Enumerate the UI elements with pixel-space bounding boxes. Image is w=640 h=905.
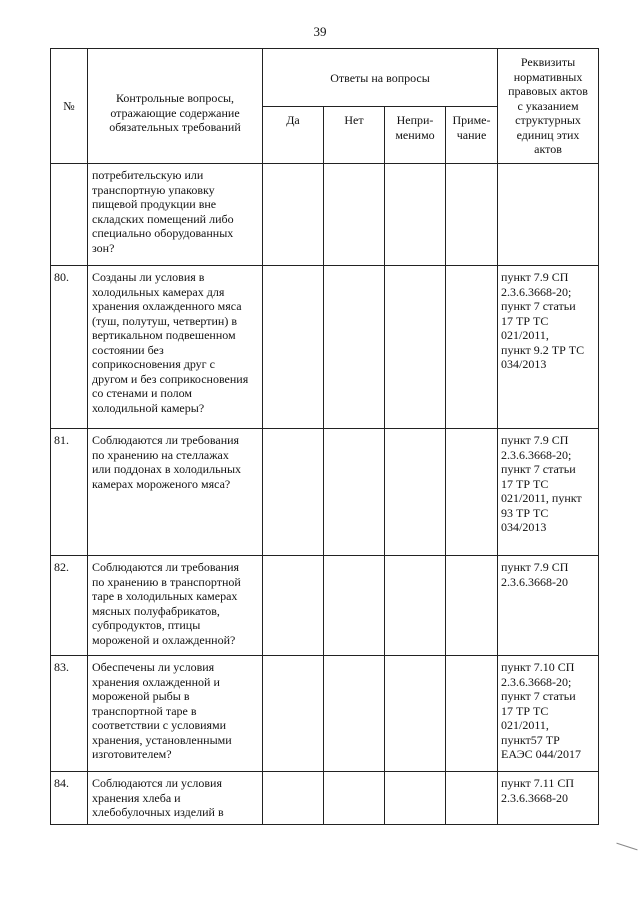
header-not-applicable: Непри- менимо — [385, 107, 446, 164]
answer-not-applicable-cell[interactable] — [385, 556, 446, 656]
header-no: Нет — [324, 107, 385, 164]
answer-note-cell[interactable] — [446, 164, 498, 266]
answer-yes-cell[interactable] — [263, 429, 324, 556]
answer-no-cell[interactable] — [324, 556, 385, 656]
row-question: Обеспечены ли условия хранения охлажденной и мороженой рыбы в транспортной таре в соответствии с условиями хранения, установленными изготовителем? — [88, 656, 263, 772]
answer-note-cell[interactable] — [446, 772, 498, 825]
row-question: Соблюдаются ли требования по хранению в транспортной таре в холодильных камерах мясных полуфабрикатов, субпродуктов, птицы мороженой и охлажденной? — [88, 556, 263, 656]
row-number: 80. — [51, 266, 88, 429]
row-number — [51, 164, 88, 266]
checklist-table — [50, 48, 599, 825]
answer-not-applicable-cell[interactable] — [385, 164, 446, 266]
header-question: Контрольные вопросы, отражающие содержание обязательных требований — [88, 49, 263, 164]
table-row — [51, 556, 599, 656]
row-reference — [498, 164, 599, 266]
scan-mark — [616, 843, 637, 851]
answer-not-applicable-cell[interactable] — [385, 656, 446, 772]
row-reference: пункт 7.9 СП 2.3.6.3668-20 — [498, 556, 599, 656]
answer-yes-cell[interactable] — [263, 164, 324, 266]
row-question: Соблюдаются ли требования по хранению на стеллажах или поддонах в холодильных камерах мороженого мяса? — [88, 429, 263, 556]
answer-not-applicable-cell[interactable] — [385, 266, 446, 429]
row-number: 84. — [51, 772, 88, 825]
table-row — [51, 164, 599, 266]
answer-no-cell[interactable] — [324, 164, 385, 266]
answer-no-cell[interactable] — [324, 266, 385, 429]
answer-yes-cell[interactable] — [263, 556, 324, 656]
page-number: 39 — [313, 24, 327, 39]
row-question: потребительскую или транспортную упаковку пищевой продукции вне складских помещений либо специально оборудованных зон? — [88, 164, 263, 266]
answer-no-cell[interactable] — [324, 656, 385, 772]
row-reference: пункт 7.10 СП 2.3.6.3668-20; пункт 7 статьи 17 ТР ТС 021/2011, пункт57 ТР ЕАЭС 044/2017 — [498, 656, 599, 772]
answer-not-applicable-cell[interactable] — [385, 772, 446, 825]
row-question: Созданы ли условия в холодильных камерах для хранения охлажденного мяса (туш, полутуш, четвертин) в вертикальном подвешенном состоянии без соприкосновения друг с другом и без соприкосновения со стенами и полом холодильной камеры? — [88, 266, 263, 429]
answer-yes-cell[interactable] — [263, 656, 324, 772]
header-yes: Да — [263, 107, 324, 164]
answer-note-cell[interactable] — [446, 266, 498, 429]
header-answers: Ответы на вопросы — [263, 49, 498, 107]
table-row — [51, 772, 599, 825]
row-reference: пункт 7.9 СП 2.3.6.3668-20; пункт 7 статьи 17 ТР ТС 021/2011, пункт 9.2 ТР ТС 034/2013 — [498, 266, 599, 429]
header-row — [51, 49, 599, 107]
answer-yes-cell[interactable] — [263, 772, 324, 825]
row-question: Соблюдаются ли условия хранения хлеба и хлебобулочных изделий в — [88, 772, 263, 825]
row-number: 83. — [51, 656, 88, 772]
answer-no-cell[interactable] — [324, 429, 385, 556]
answer-not-applicable-cell[interactable] — [385, 429, 446, 556]
answer-note-cell[interactable] — [446, 656, 498, 772]
table-row — [51, 266, 599, 429]
header-reference: Реквизиты нормативных правовых актов с указанием структурных единиц этих актов — [498, 49, 599, 164]
answer-note-cell[interactable] — [446, 429, 498, 556]
row-reference: пункт 7.9 СП 2.3.6.3668-20; пункт 7 статьи 17 ТР ТС 021/2011, пункт 93 ТР ТС 034/2013 — [498, 429, 599, 556]
table-row — [51, 656, 599, 772]
header-note: Приме- чание — [446, 107, 498, 164]
row-reference: пункт 7.11 СП 2.3.6.3668-20 — [498, 772, 599, 825]
answer-note-cell[interactable] — [446, 556, 498, 656]
table-row — [51, 429, 599, 556]
header-num: № — [51, 49, 88, 164]
answer-yes-cell[interactable] — [263, 266, 324, 429]
answer-no-cell[interactable] — [324, 772, 385, 825]
row-number: 81. — [51, 429, 88, 556]
row-number: 82. — [51, 556, 88, 656]
